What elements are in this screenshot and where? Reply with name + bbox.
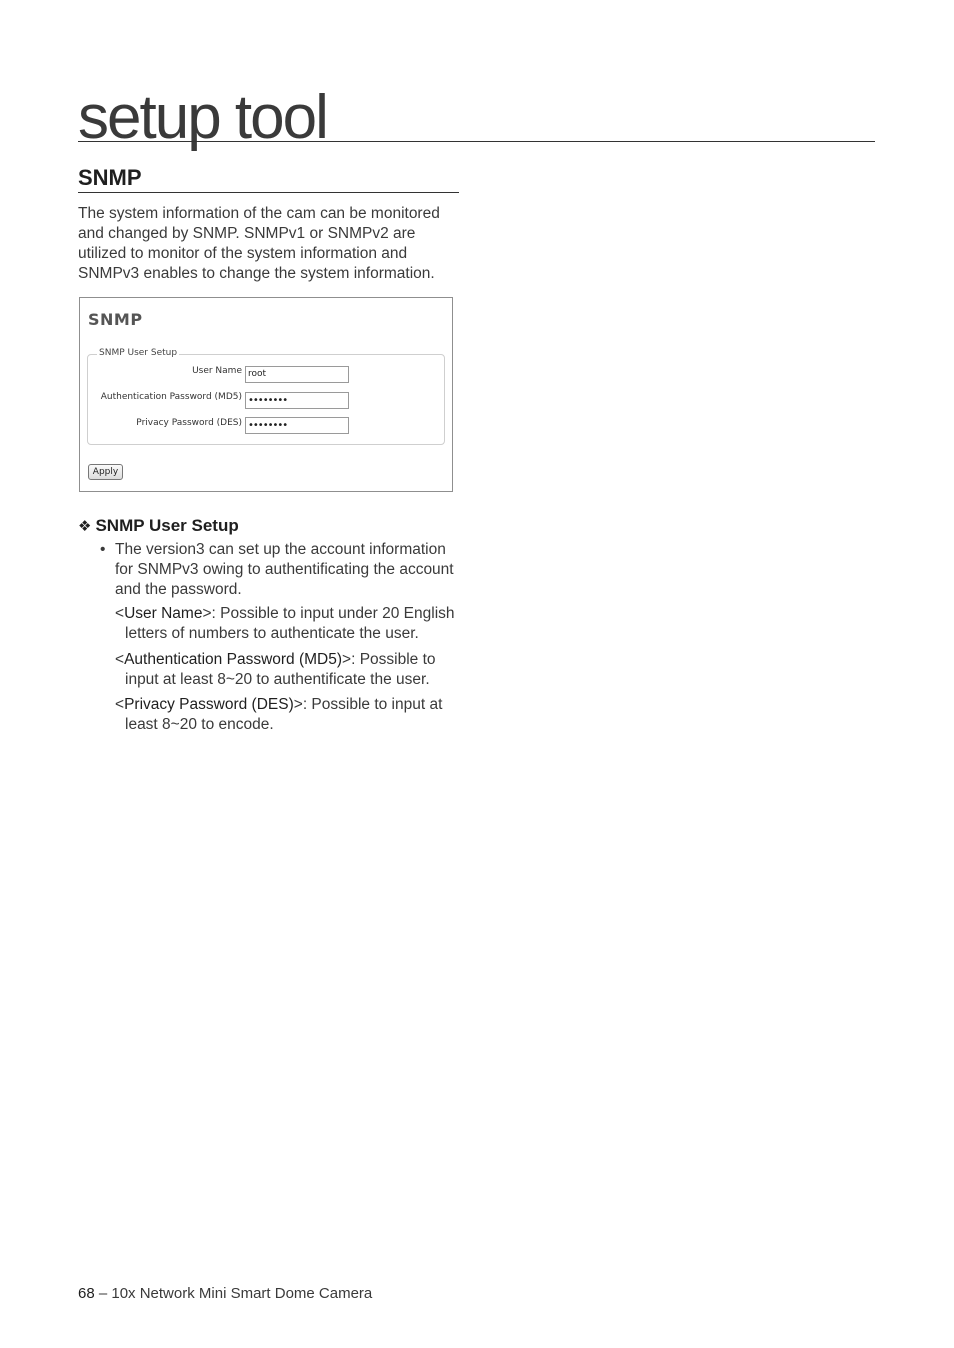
diamond-icon: ❖ [78, 518, 92, 535]
sub-heading-text: SNMP User Setup [95, 516, 239, 535]
chapter-divider [78, 141, 875, 142]
apply-button[interactable]: Apply [88, 464, 123, 480]
definition-text: : Possible to input at least 8~20 to authentificate the user. [125, 651, 436, 688]
definition-privacy-password: <Privacy Password (DES)>: Possible to input at least 8~20 to encode. [115, 696, 443, 733]
auth-password-label: Authentication Password (MD5) [100, 392, 242, 402]
bullet-text: The version3 can set up the account information for SNMPv3 owing to authentificating the account and the password. [115, 541, 454, 598]
definition-user-name: <User Name>: Possible to input under 20 English letters of numbers to authenticate the user. [115, 605, 455, 642]
snmp-user-setup-group [87, 348, 445, 445]
definition-term: Authentication Password (MD5) [124, 651, 343, 668]
definition-term: User Name [124, 605, 203, 622]
privacy-password-input[interactable]: •••••••• [245, 417, 349, 434]
user-name-input[interactable]: root [245, 366, 349, 383]
auth-password-input[interactable]: •••••••• [245, 392, 349, 409]
snmp-screenshot-panel [79, 297, 453, 492]
bullet-icon: • [100, 541, 106, 558]
group-legend: SNMP User Setup [99, 348, 178, 358]
section-title: SNMP [78, 164, 459, 193]
sub-heading [78, 515, 239, 538]
definition-text: : Possible to input under 20 English letters of numbers to authenticate the user. [125, 605, 455, 642]
section-intro: The system information of the cam can be monitored and changed by SNMP. SNMPv1 or SNMPv2 are utilized to monitor of the system information and SNMPv3 enables to change the system information. [78, 205, 440, 282]
panel-title: SNMP [88, 310, 143, 329]
footer-text: – 10x Network Mini Smart Dome Camera [94, 1285, 373, 1302]
page-footer [78, 1284, 372, 1304]
privacy-password-label: Privacy Password (DES) [136, 418, 242, 428]
page-number: 68 [78, 1285, 95, 1302]
user-name-label: User Name [192, 366, 242, 376]
chapter-title: setup tool [78, 83, 327, 152]
definition-auth-password: <Authentication Password (MD5)>: Possible to input at least 8~20 to authentificate the user. [115, 651, 436, 688]
definition-term: Privacy Password (DES) [124, 696, 294, 713]
definition-text: : Possible to input at least 8~20 to encode. [125, 696, 443, 733]
